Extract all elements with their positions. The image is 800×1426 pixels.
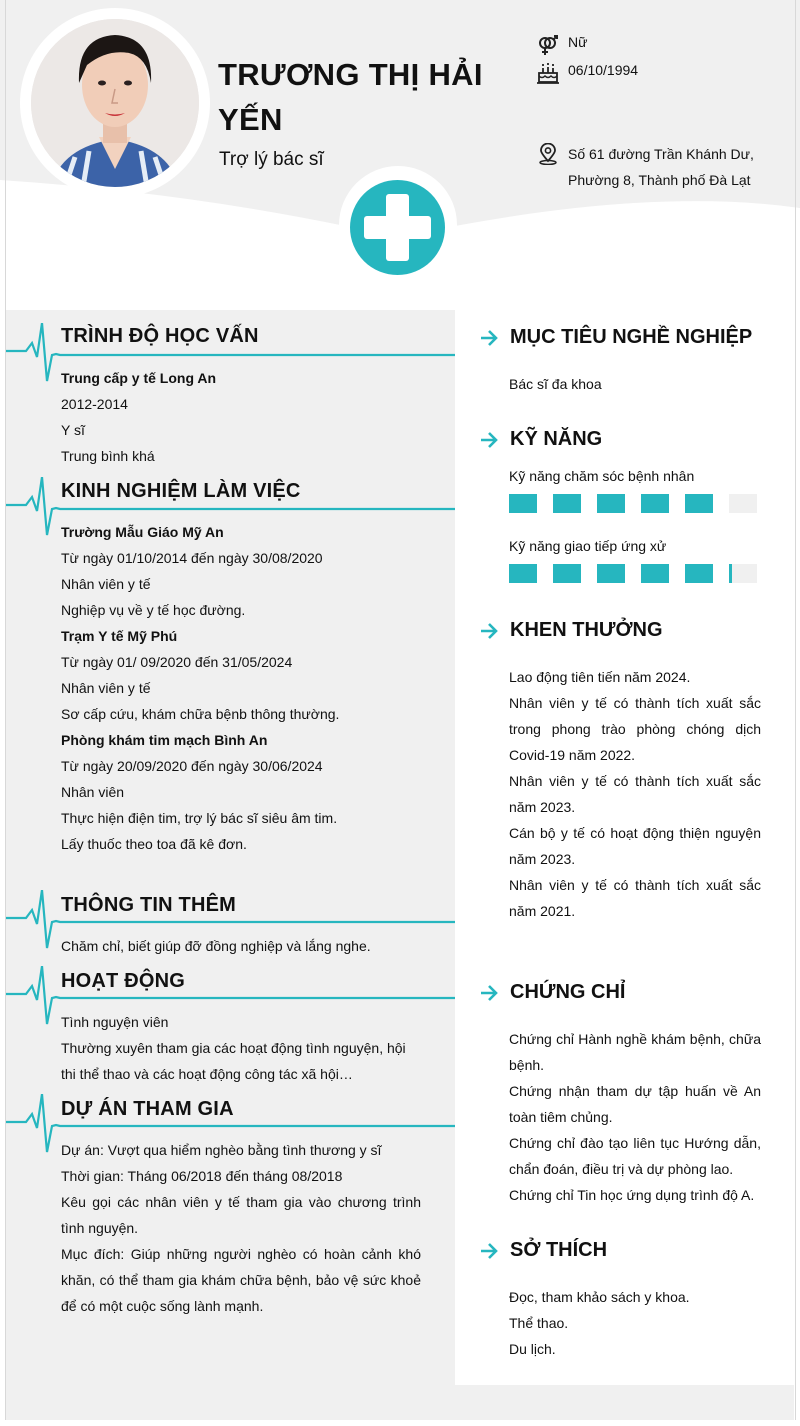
skill-segment: [509, 564, 537, 583]
skill-segment: [553, 494, 581, 513]
activities-role: Tình nguyện viên: [61, 1014, 169, 1030]
project-name: Dự án: Vượt qua hiểm nghèo bằng tình thương y sĩ: [61, 1142, 382, 1158]
award-item: Nhân viên y tế có thành tích xuất sắc trong phong trào phòng chóng dịch Covid-19 năm 2022.: [509, 695, 761, 763]
projects-title: DỰ ÁN THAM GIA: [61, 1098, 234, 1120]
objective-text: Bác sĩ đa khoa: [509, 376, 602, 392]
skill-segment-fill: [597, 564, 625, 583]
skill-segment: [509, 494, 537, 513]
certificate-item: Chứng chỉ Tin học ứng dụng trình độ A.: [509, 1187, 755, 1203]
activities-desc: Thường xuyên tham gia các hoạt động tình nguyện, hội thi thể thao và các hoạt động công tác xã hội…: [61, 1040, 406, 1082]
education-title: TRÌNH ĐỘ HỌC VẤN: [61, 325, 259, 347]
job-role: Nhân viên: [61, 784, 125, 800]
award-item: Lao động tiên tiến năm 2024.: [509, 669, 691, 685]
skill-segment: [641, 564, 669, 583]
additional-info-title: THÔNG TIN THÊM: [61, 894, 237, 916]
education-school: Trung cấp y tế Long An: [61, 370, 217, 386]
objective-heading: [479, 326, 752, 349]
skill-segment: [553, 564, 581, 583]
skill-level-bar: [509, 494, 757, 513]
education-grade: Trung bình khá: [61, 448, 155, 464]
awards-heading: [479, 619, 663, 642]
education-years: 2012-2014: [61, 396, 128, 412]
additional-info-text: Chăm chỉ, biết giúp đỡ đồng nghiệp và lắng nghe.: [61, 938, 371, 954]
award-item: Nhân viên y tế có thành tích xuất sắc năm 2023.: [509, 773, 761, 815]
address-line-1: Số 61 đường Trần Khánh Dư,: [568, 146, 754, 162]
certificate-item: Chứng chỉ Hành nghề khám bệnh, chữa bệnh.: [509, 1031, 761, 1073]
skill-segment: [597, 494, 625, 513]
experience-title: KINH NGHIỆM LÀM VIỆC: [61, 480, 301, 502]
skill-segment-fill: [553, 564, 581, 583]
skills-heading: [479, 428, 602, 451]
skill-level-bar: [509, 564, 757, 583]
skill-name: Kỹ năng giao tiếp ứng xử: [509, 538, 667, 554]
skill-segment-fill: [685, 494, 713, 513]
project-desc: Kêu gọi các nhân viên y tế tham gia vào chương trình tình nguyện.: [61, 1194, 421, 1236]
candidate-name: TRƯƠNG THỊ HẢI YẾN: [218, 57, 483, 137]
skill-segment: [685, 564, 713, 583]
hobbies-list: [509, 1284, 761, 1362]
skill-segment-fill: [597, 494, 625, 513]
arrow-right-icon: [479, 983, 499, 1003]
education-content: [61, 365, 421, 469]
skill-segment-fill: [553, 494, 581, 513]
job-role: Nhân viên y tế: [61, 680, 151, 696]
arrow-right-icon: [479, 430, 499, 450]
project-purpose: Mục đích: Giúp những người nghèo có hoàn cảnh khó khăn, có thể tham gia khám chữa bệnh, bảo vệ sức khoẻ để có một cuộc sống lành mạnh.: [61, 1246, 421, 1314]
projects-content: [61, 1137, 421, 1319]
job-desc: Sơ cấp cứu, khám chữa bệnb thông thường.: [61, 706, 340, 722]
certificate-item: Chứng nhận tham dự tập huấn về An toàn tiêm chủng.: [509, 1083, 761, 1125]
skill-segment: [597, 564, 625, 583]
arrow-right-icon: [479, 328, 499, 348]
education-major: Y sĩ: [61, 422, 85, 438]
objective-title: MỤC TIÊU NGHỀ NGHIỆP: [510, 326, 753, 348]
job-desc: Lấy thuốc theo toa đã kê đơn.: [61, 836, 247, 852]
job-role: Nhân viên y tế: [61, 576, 151, 592]
certificates-list: [509, 1026, 761, 1208]
job-org: Trạm Y tế Mỹ Phú: [61, 628, 178, 644]
job-period: Từ ngày 01/ 09/2020 đến 31/05/2024: [61, 654, 293, 670]
experience-content: [61, 519, 421, 857]
certificates-title: CHỨNG CHỈ: [510, 981, 626, 1003]
job-period: Từ ngày 01/10/2014 đến ngày 30/08/2020: [61, 550, 323, 566]
hobbies-title: SỞ THÍCH: [510, 1239, 608, 1261]
job-title: Trợ lý bác sĩ: [219, 149, 324, 170]
activities-title: HOẠT ĐỘNG: [61, 970, 186, 992]
skill-segment-fill: [509, 494, 537, 513]
award-item: Cán bộ y tế có hoạt động thiện nguyện năm 2023.: [509, 825, 761, 867]
arrow-right-icon: [479, 621, 499, 641]
skill-segment-fill: [641, 564, 669, 583]
skill-segment-fill: [729, 564, 732, 583]
hobby-item: Thể thao.: [509, 1315, 569, 1331]
skill-segment-fill: [641, 494, 669, 513]
skill-name: Kỹ năng chăm sóc bệnh nhân: [509, 468, 695, 484]
awards-list: [509, 664, 761, 924]
awards-title: KHEN THƯỞNG: [510, 619, 663, 641]
arrow-right-icon: [479, 1241, 499, 1261]
job-desc: Thực hiện điện tim, trợ lý bác sĩ siêu âm tim.: [61, 810, 338, 826]
birthdate-value: 06/10/1994: [568, 62, 639, 78]
address-line-2: Phường 8, Thành phố Đà Lạt: [568, 172, 751, 188]
skill-segment: [729, 564, 757, 583]
project-time: Thời gian: Tháng 06/2018 đến tháng 08/2018: [61, 1168, 343, 1184]
job-period: Từ ngày 20/09/2020 đến ngày 30/06/2024: [61, 758, 323, 774]
skills-title: KỸ NĂNG: [510, 428, 603, 450]
skill-segment: [729, 494, 757, 513]
job-org: Phòng khám tim mạch Bình An: [61, 732, 268, 748]
award-item: Nhân viên y tế có thành tích xuất sắc năm 2021.: [509, 877, 761, 919]
skill-segment-fill: [685, 564, 713, 583]
hobby-item: Đọc, tham khảo sách y khoa.: [509, 1289, 690, 1305]
certificates-heading: [479, 981, 625, 1004]
gender-value: Nữ: [568, 34, 588, 50]
activities-content: [61, 1009, 421, 1087]
hobbies-heading: [479, 1239, 607, 1262]
skill-segment: [685, 494, 713, 513]
hobby-item: Du lịch.: [509, 1341, 556, 1357]
job-desc: Nghiệp vụ về y tế học đường.: [61, 602, 246, 618]
skill-segment: [641, 494, 669, 513]
certificate-item: Chứng chỉ đào tạo liên tục Hướng dẫn, chẩn đoán, điều trị và dự phòng lao.: [509, 1135, 761, 1177]
skill-segment-fill: [509, 564, 537, 583]
job-org: Trường Mẫu Giáo Mỹ An: [61, 524, 224, 540]
